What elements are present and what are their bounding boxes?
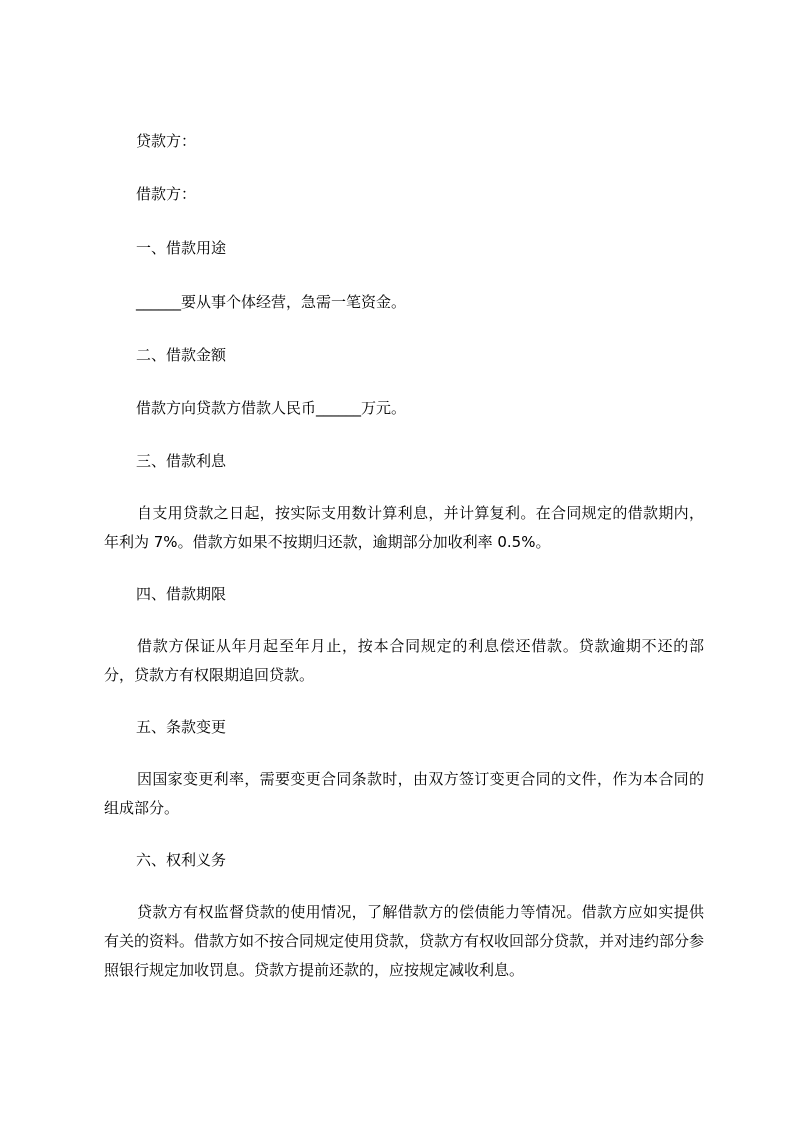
lender-label: 贷款方： bbox=[136, 132, 197, 150]
section-heading-interest: 三、借款利息 bbox=[136, 452, 227, 470]
section-heading-term: 四、借款期限 bbox=[136, 585, 227, 603]
section-body-rights: 贷款方有权监督贷款的使用情况，了解借款方的偿债能力等情况。借款方应如实提供有关的资料。借款方如不按合同规定使用贷款，贷款方有权收回部分贷款，并对违约部分参照银行规定加收罚息。贷款方提前还款的，应按规定减收利息。 bbox=[104, 903, 705, 979]
section-body-term: 借款方保证从年月起至年月止，按本合同规定的利息偿还借款。贷款逾期不还的部分，贷款方有权限期追回贷款。 bbox=[104, 637, 704, 684]
section-body-amount: 借款方向贷款方借款人民币______万元。 bbox=[136, 399, 407, 417]
section-body-interest: 自支用贷款之日起，按实际支用数计算利息，并计算复利。在合同规定的借款期内，年利为 7%。借款方如果不按期归还款，逾期部分加收利率 0.5%。 bbox=[104, 504, 704, 551]
section-body-purpose: ______要从事个体经营，急需一笔资金。 bbox=[136, 293, 407, 311]
section-heading-rights: 六、权利义务 bbox=[136, 851, 227, 869]
section-heading-amendment: 五、条款变更 bbox=[136, 718, 227, 736]
section-body-amendment: 因国家变更利率，需要变更合同条款时，由双方签订变更合同的文件，作为本合同的组成部分。 bbox=[104, 770, 704, 817]
section-heading-purpose: 一、借款用途 bbox=[136, 239, 227, 257]
borrower-label: 借款方： bbox=[136, 185, 197, 203]
section-heading-amount: 二、借款金额 bbox=[136, 346, 227, 364]
